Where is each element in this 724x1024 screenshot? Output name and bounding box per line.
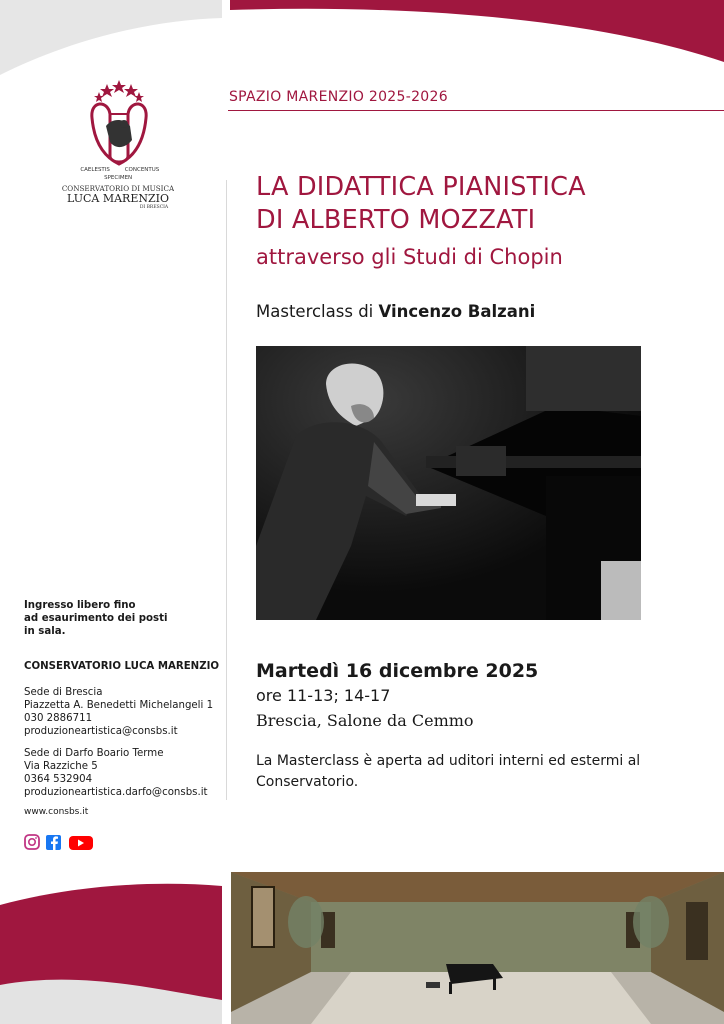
column-divider xyxy=(226,180,227,800)
logo-line1: CONSERVATORIO DI MUSICA xyxy=(62,184,174,193)
entry-line-2: ad esaurimento dei posti xyxy=(24,613,168,624)
masterclass-line xyxy=(256,302,535,321)
entry-note xyxy=(24,599,167,638)
event-description: La Masterclass è aperta ad uditori interni ed estermi al Conservatorio. xyxy=(256,753,641,790)
org-name: CONSERVATORIO LUCA MARENZIO xyxy=(24,661,220,672)
entry-line-3: in sala. xyxy=(24,626,66,637)
instagram-icon[interactable] xyxy=(25,835,39,849)
salone-photo xyxy=(231,872,724,1024)
youtube-icon[interactable] xyxy=(69,836,93,850)
title-line-1: LA DIDATTICA PIANISTICA xyxy=(256,172,586,202)
darfo-email[interactable]: produzioneartistica.darfo@consbs.it xyxy=(24,787,208,798)
brescia-label: Sede di Brescia xyxy=(24,687,103,698)
event-place: Brescia, Salone da Cemmo xyxy=(256,711,474,730)
event-title xyxy=(256,171,586,237)
event-date: Martedì 16 dicembre 2025 xyxy=(256,660,539,682)
logo-line3: DI BRESCIA xyxy=(139,205,169,208)
brescia-email[interactable]: produzioneartistica@consbs.it xyxy=(24,726,178,737)
brescia-phone: 030 2886711 xyxy=(24,713,93,724)
logo-motto: CAELESTIS SPECIMEN CONCENTUS xyxy=(80,167,160,181)
logo-line2: LUCA MARENZIO xyxy=(67,192,169,205)
event-subtitle: attraverso gli Studi di Chopin xyxy=(256,245,563,269)
conservatory-logo xyxy=(62,78,174,208)
darfo-phone: 0364 532904 xyxy=(24,774,93,785)
masterclass-prefix: Masterclass di xyxy=(256,302,379,321)
top-gray-swoosh xyxy=(0,0,222,75)
series-title: SPAZIO MARENZIO 2025-2026 xyxy=(229,89,448,105)
darfo-address: Via Razziche 5 xyxy=(24,761,98,772)
darfo-contact xyxy=(24,747,208,799)
entry-line-1: Ingresso libero fino xyxy=(24,600,136,611)
darfo-label: Sede di Darfo Boario Terme xyxy=(24,748,164,759)
brescia-contact xyxy=(24,686,213,738)
event-time: ore 11-13; 14-17 xyxy=(256,686,391,705)
header-divider xyxy=(228,110,724,111)
brescia-address: Piazzetta A. Benedetti Michelangeli 1 xyxy=(24,700,214,711)
title-line-2: DI ALBERTO MOZZATI xyxy=(256,205,536,235)
masterclass-name: Vincenzo Balzani xyxy=(378,302,536,321)
top-crimson-band xyxy=(230,0,724,62)
website-link[interactable]: www.consbs.it xyxy=(24,807,89,817)
facebook-icon[interactable] xyxy=(46,835,61,850)
social-icons xyxy=(24,834,96,852)
pianist-photo xyxy=(256,346,641,620)
